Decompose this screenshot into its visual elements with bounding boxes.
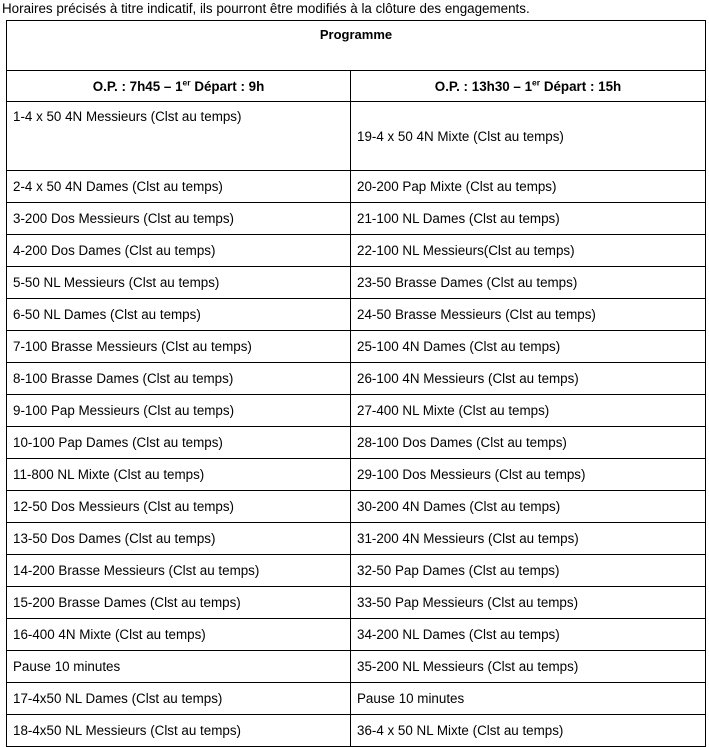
table-row [7, 395, 706, 427]
table-row [7, 203, 706, 235]
morning-event: 4-200 Dos Dames (Clst au temps) [7, 235, 351, 267]
table-row [7, 587, 706, 619]
afternoon-event: 25-100 4N Dames (Clst au temps) [351, 331, 706, 363]
table-row [7, 267, 706, 299]
morning-event: 3-200 Dos Messieurs (Clst au temps) [7, 203, 351, 235]
morning-event: 8-100 Brasse Dames (Clst au temps) [7, 363, 351, 395]
table-row [7, 235, 706, 267]
morning-event: 12-50 Dos Messieurs (Clst au temps) [7, 491, 351, 523]
morning-event: 17-4x50 NL Dames (Clst au temps) [7, 683, 351, 715]
afternoon-session-header: O.P. : 13h30 – 1er Départ : 15h [351, 71, 706, 102]
morning-event: 10-100 Pap Dames (Clst au temps) [7, 427, 351, 459]
morning-event: 13-50 Dos Dames (Clst au temps) [7, 523, 351, 555]
table-row [7, 523, 706, 555]
morning-session-header: O.P. : 7h45 – 1er Départ : 9h [7, 71, 351, 102]
table-row [7, 683, 706, 715]
table-row [7, 427, 706, 459]
afternoon-event: 28-100 Dos Dames (Clst au temps) [351, 427, 706, 459]
table-title: Programme [7, 21, 706, 71]
morning-event: 14-200 Brasse Messieurs (Clst au temps) [7, 555, 351, 587]
afternoon-event: 33-50 Pap Messieurs (Clst au temps) [351, 587, 706, 619]
table-header-row [7, 71, 706, 102]
afternoon-event: 19-4 x 50 4N Mixte (Clst au temps) [351, 102, 706, 171]
afternoon-event: 32-50 Pap Dames (Clst au temps) [351, 555, 706, 587]
afternoon-event: 27-400 NL Mixte (Clst au temps) [351, 395, 706, 427]
table-row [7, 363, 706, 395]
table-row [7, 619, 706, 651]
afternoon-event: 30-200 4N Dames (Clst au temps) [351, 491, 706, 523]
morning-event: 11-800 NL Mixte (Clst au temps) [7, 459, 351, 491]
afternoon-event: 35-200 NL Messieurs (Clst au temps) [351, 651, 706, 683]
afternoon-event: 26-100 4N Messieurs (Clst au temps) [351, 363, 706, 395]
afternoon-event: 36-4 x 50 NL Mixte (Clst au temps) [351, 715, 706, 747]
table-row [7, 102, 706, 171]
morning-pause: Pause 10 minutes [7, 651, 351, 683]
table-row [7, 171, 706, 203]
afternoon-event: 22-100 NL Messieurs(Clst au temps) [351, 235, 706, 267]
afternoon-event: 21-100 NL Dames (Clst au temps) [351, 203, 706, 235]
afternoon-event: 34-200 NL Dames (Clst au temps) [351, 619, 706, 651]
programme-table [6, 20, 706, 747]
afternoon-event: 29-100 Dos Messieurs (Clst au temps) [351, 459, 706, 491]
morning-event: 1-4 x 50 4N Messieurs (Clst au temps) [7, 102, 351, 171]
afternoon-event: 23-50 Brasse Dames (Clst au temps) [351, 267, 706, 299]
table-row [7, 651, 706, 683]
morning-event: 6-50 NL Dames (Clst au temps) [7, 299, 351, 331]
table-row [7, 331, 706, 363]
afternoon-event: 31-200 4N Messieurs (Clst au temps) [351, 523, 706, 555]
afternoon-event: 20-200 Pap Mixte (Clst au temps) [351, 171, 706, 203]
morning-event: 15-200 Brasse Dames (Clst au temps) [7, 587, 351, 619]
morning-event: 2-4 x 50 4N Dames (Clst au temps) [7, 171, 351, 203]
table-row [7, 715, 706, 747]
table-row [7, 491, 706, 523]
afternoon-pause: Pause 10 minutes [351, 683, 706, 715]
morning-event: 18-4x50 NL Messieurs (Clst au temps) [7, 715, 351, 747]
morning-event: 9-100 Pap Messieurs (Clst au temps) [7, 395, 351, 427]
morning-event: 16-400 4N Mixte (Clst au temps) [7, 619, 351, 651]
table-row [7, 459, 706, 491]
morning-event: 5-50 NL Messieurs (Clst au temps) [7, 267, 351, 299]
table-row [7, 299, 706, 331]
intro-note: Horaires précisés à titre indicatif, ils pourront être modifiés à la clôture des engagements. [2, 1, 530, 16]
morning-event: 7-100 Brasse Messieurs (Clst au temps) [7, 331, 351, 363]
afternoon-event: 24-50 Brasse Messieurs (Clst au temps) [351, 299, 706, 331]
table-row [7, 555, 706, 587]
table-title-row [7, 21, 706, 71]
